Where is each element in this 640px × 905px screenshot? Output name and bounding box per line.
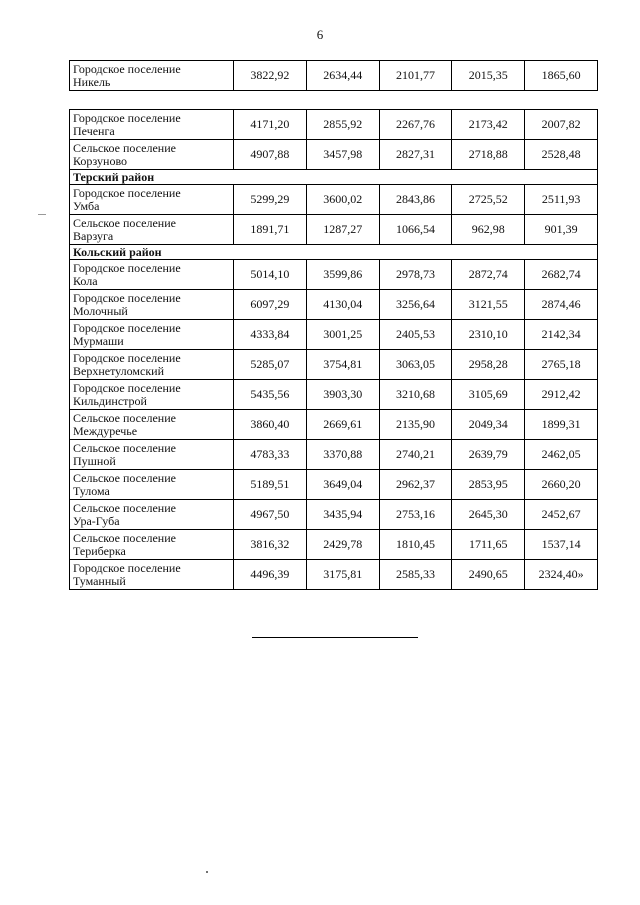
tariff-table-top xyxy=(69,60,598,91)
value-cell: 2049,34 xyxy=(452,410,525,440)
value-cell: 2855,92 xyxy=(306,110,379,140)
value-cell: 6097,29 xyxy=(234,290,307,320)
value-cell: 4333,84 xyxy=(234,320,307,350)
value-cell: 3860,40 xyxy=(234,410,307,440)
value-cell: 2634,44 xyxy=(306,61,379,91)
settlement-name: Молочный xyxy=(73,303,128,318)
settlement-name-cell xyxy=(70,500,234,530)
settlement-name-cell xyxy=(70,140,234,170)
value-cell: 3256,64 xyxy=(379,290,452,320)
settlement-type: Сельское поселение xyxy=(73,471,176,485)
settlement-name: Ура-Губа xyxy=(73,513,120,528)
settlement-name-cell xyxy=(70,440,234,470)
value-cell: 4907,88 xyxy=(234,140,307,170)
settlement-name-cell xyxy=(70,215,234,245)
value-cell: 1066,54 xyxy=(379,215,452,245)
page-number: 6 xyxy=(316,27,324,42)
settlement-type: Городское поселение xyxy=(73,62,181,76)
value-cell: 2682,74 xyxy=(525,260,598,290)
settlement-type: Городское поселение xyxy=(73,321,181,335)
table-row xyxy=(70,380,598,410)
table-row xyxy=(70,470,598,500)
value-cell: 4783,33 xyxy=(234,440,307,470)
value-cell: 2101,77 xyxy=(379,61,452,91)
value-cell: 2660,20 xyxy=(525,470,598,500)
value-cell: 2135,90 xyxy=(379,410,452,440)
table-row xyxy=(70,350,598,380)
settlement-type: Сельское поселение xyxy=(73,141,176,155)
value-cell: 4967,50 xyxy=(234,500,307,530)
table-row xyxy=(70,560,598,590)
value-cell: 5435,56 xyxy=(234,380,307,410)
value-cell: 3210,68 xyxy=(379,380,452,410)
settlement-name: Мурмаши xyxy=(73,333,124,348)
value-cell: 3370,88 xyxy=(306,440,379,470)
settlement-name: Кола xyxy=(73,273,98,288)
settlement-type: Городское поселение xyxy=(73,261,181,275)
value-cell: 1810,45 xyxy=(379,530,452,560)
settlement-name: Междуречье xyxy=(73,423,138,438)
settlement-name-cell xyxy=(70,185,234,215)
value-cell: 3903,30 xyxy=(306,380,379,410)
settlement-name: Корзуново xyxy=(73,153,128,168)
settlement-name: Печенга xyxy=(73,123,115,138)
value-cell: 2324,40» xyxy=(525,560,598,590)
value-cell: 2853,95 xyxy=(452,470,525,500)
value-cell: 2962,37 xyxy=(379,470,452,500)
value-cell: 3001,25 xyxy=(306,320,379,350)
settlement-type: Сельское поселение xyxy=(73,501,176,515)
settlement-name: Тулома xyxy=(73,483,110,498)
value-cell: 3754,81 xyxy=(306,350,379,380)
value-cell: 2142,34 xyxy=(525,320,598,350)
settlement-name: Верхнетуломский xyxy=(73,363,164,378)
district-header-row xyxy=(70,170,598,185)
value-cell: 962,98 xyxy=(452,215,525,245)
table-row xyxy=(70,320,598,350)
value-cell: 2310,10 xyxy=(452,320,525,350)
tariff-table-main xyxy=(69,109,598,590)
value-cell: 2645,30 xyxy=(452,500,525,530)
value-cell: 3649,04 xyxy=(306,470,379,500)
settlement-name-cell xyxy=(70,560,234,590)
value-cell: 2405,53 xyxy=(379,320,452,350)
table-row xyxy=(70,140,598,170)
district-header: Кольский район xyxy=(70,245,598,260)
settlement-name-cell xyxy=(70,61,234,91)
settlement-type: Городское поселение xyxy=(73,381,181,395)
value-cell: 2015,35 xyxy=(452,61,525,91)
value-cell: 5299,29 xyxy=(234,185,307,215)
value-cell: 2007,82 xyxy=(525,110,598,140)
settlement-name: Кильдинстрой xyxy=(73,393,147,408)
value-cell: 2462,05 xyxy=(525,440,598,470)
value-cell: 1891,71 xyxy=(234,215,307,245)
value-cell: 2173,42 xyxy=(452,110,525,140)
value-cell: 3822,92 xyxy=(234,61,307,91)
value-cell: 3600,02 xyxy=(306,185,379,215)
settlement-type: Городское поселение xyxy=(73,186,181,200)
settlement-name-cell xyxy=(70,410,234,440)
settlement-name: Туманный xyxy=(73,573,126,588)
value-cell: 2669,61 xyxy=(306,410,379,440)
value-cell: 2827,31 xyxy=(379,140,452,170)
table-row xyxy=(70,440,598,470)
settlement-type: Городское поселение xyxy=(73,291,181,305)
settlement-name-cell xyxy=(70,260,234,290)
settlement-name: Териберка xyxy=(73,543,126,558)
value-cell: 1899,31 xyxy=(525,410,598,440)
value-cell: 5014,10 xyxy=(234,260,307,290)
table-row xyxy=(70,500,598,530)
value-cell: 1287,27 xyxy=(306,215,379,245)
settlement-name-cell xyxy=(70,320,234,350)
settlement-name-cell xyxy=(70,350,234,380)
value-cell: 3063,05 xyxy=(379,350,452,380)
table-row xyxy=(70,185,598,215)
settlement-type: Городское поселение xyxy=(73,561,181,575)
value-cell: 4130,04 xyxy=(306,290,379,320)
settlement-name-cell xyxy=(70,110,234,140)
settlement-type: Сельское поселение xyxy=(73,216,176,230)
value-cell: 2765,18 xyxy=(525,350,598,380)
value-cell: 5285,07 xyxy=(234,350,307,380)
settlement-name-cell xyxy=(70,470,234,500)
settlement-type: Сельское поселение xyxy=(73,531,176,545)
value-cell: 4171,20 xyxy=(234,110,307,140)
value-cell: 2740,21 xyxy=(379,440,452,470)
table-row xyxy=(70,110,598,140)
table-row xyxy=(70,530,598,560)
value-cell: 2511,93 xyxy=(525,185,598,215)
table-row xyxy=(70,215,598,245)
value-cell: 4496,39 xyxy=(234,560,307,590)
settlement-type: Городское поселение xyxy=(73,111,181,125)
value-cell: 1865,60 xyxy=(525,61,598,91)
value-cell: 2490,65 xyxy=(452,560,525,590)
value-cell: 2978,73 xyxy=(379,260,452,290)
value-cell: 3457,98 xyxy=(306,140,379,170)
value-cell: 2753,16 xyxy=(379,500,452,530)
value-cell: 2267,76 xyxy=(379,110,452,140)
margin-mark xyxy=(38,214,46,215)
value-cell: 1711,65 xyxy=(452,530,525,560)
value-cell: 3435,94 xyxy=(306,500,379,530)
table-row xyxy=(70,290,598,320)
value-cell: 1537,14 xyxy=(525,530,598,560)
settlement-type: Сельское поселение xyxy=(73,441,176,455)
value-cell: 3816,32 xyxy=(234,530,307,560)
value-cell: 3599,86 xyxy=(306,260,379,290)
value-cell: 2912,42 xyxy=(525,380,598,410)
table-row xyxy=(70,410,598,440)
settlement-type: Сельское поселение xyxy=(73,411,176,425)
value-cell: 3121,55 xyxy=(452,290,525,320)
settlement-name-cell xyxy=(70,530,234,560)
settlement-type: Городское поселение xyxy=(73,351,181,365)
value-cell: 5189,51 xyxy=(234,470,307,500)
value-cell: 2452,67 xyxy=(525,500,598,530)
settlement-name-cell xyxy=(70,380,234,410)
value-cell: 2843,86 xyxy=(379,185,452,215)
value-cell: 3105,69 xyxy=(452,380,525,410)
scan-dot xyxy=(206,871,208,873)
value-cell: 2585,33 xyxy=(379,560,452,590)
value-cell: 2639,79 xyxy=(452,440,525,470)
end-rule xyxy=(252,637,418,638)
table-row xyxy=(70,61,598,91)
settlement-name: Никель xyxy=(73,74,111,89)
value-cell: 2725,52 xyxy=(452,185,525,215)
value-cell: 2718,88 xyxy=(452,140,525,170)
value-cell: 3175,81 xyxy=(306,560,379,590)
district-header-row xyxy=(70,245,598,260)
settlement-name: Умба xyxy=(73,198,100,213)
district-header: Терский район xyxy=(70,170,598,185)
table-row xyxy=(70,260,598,290)
value-cell: 2528,48 xyxy=(525,140,598,170)
value-cell: 901,39 xyxy=(525,215,598,245)
value-cell: 2872,74 xyxy=(452,260,525,290)
settlement-name: Пушной xyxy=(73,453,116,468)
value-cell: 2874,46 xyxy=(525,290,598,320)
settlement-name-cell xyxy=(70,290,234,320)
settlement-name: Варзуга xyxy=(73,228,114,243)
value-cell: 2958,28 xyxy=(452,350,525,380)
value-cell: 2429,78 xyxy=(306,530,379,560)
